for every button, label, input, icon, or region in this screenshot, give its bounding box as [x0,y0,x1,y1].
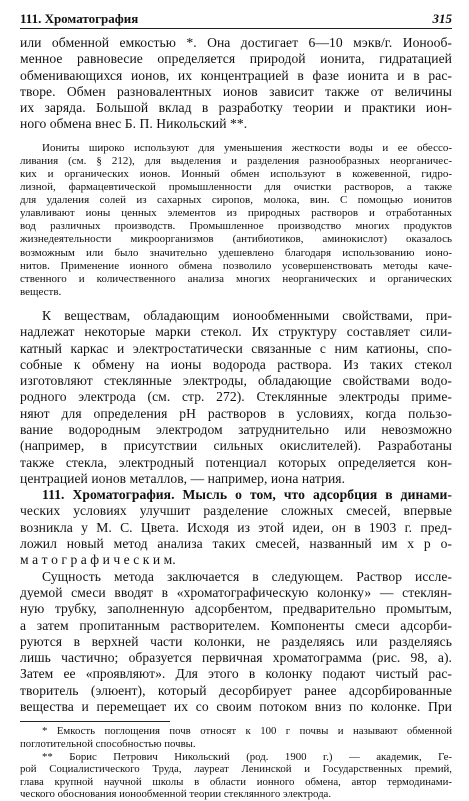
text-line: надлежат некоторые марки стекол. Их структуру составляет сили- [20,324,452,340]
footnotes [20,725,452,801]
text-line: ливания (см. § 212), для выделения и разделения разнообразных неорганичес- [20,154,452,167]
footnote-divider [20,721,170,722]
text-line: изготовляют стеклянные электроды, обладающие свойствами водо- [20,373,452,389]
text-line: вод различных производств. Промышленное производство многих продуктов [20,220,452,233]
paragraph-ion-exchange [20,35,452,133]
text-line: также стекла, электродный потенциал которых определяется кон- [20,454,452,470]
text-line: жизнедеятельности микроорганизмов (антибиотиков, аминокислот) оказалось [20,233,452,246]
text-line: ческих условиях улучшит разделение сложных смесей, впервые [20,503,452,519]
text-line: творе. Обмен разновалентных ионов зависит также от величины [20,83,452,99]
footnote-line: глава крупной научной школы в области ионного обмена, автор термодинами- [20,775,452,788]
paragraph-chromatography-intro [20,487,452,568]
text-line: улавливают ионы ценных элементов из природных растворов и отработанных [20,207,452,220]
book-page [20,10,452,801]
text-line: вание водородным электродом затруднительно или невозможно [20,421,452,437]
footnote-line: рой Социалистического Труда, лауреат Ленинской и Государственных премий, [20,763,452,776]
footnote-line: ** Борис Петрович Никольский (род. 1900 г.) — академик, Ге- [42,750,452,763]
section-title: 111. Хроматография [20,11,139,26]
text-line: ких и органических ионов. Ионный обмен используют в кожевенной, гидро- [20,167,452,180]
text-line: Иониты широко используют для уменьшения жесткости воды и ее обессо- [42,141,452,154]
footnote-line: поглотительной способностью почвы. [20,737,196,750]
text-line: К веществам, обладающим ионообменными свойствами, при- [42,307,452,323]
text-line: возникла у М. С. Цвета. Исходя из этой идеи, он в 1903 г. пред- [20,519,452,535]
footnote-line: * Емкость поглощения почв относят к 100 г почвы и называют обменной [42,725,452,738]
text-line: 111. Хроматография. Мысль о том, что адсорбция в динами- [42,487,452,503]
text-line: ного обмена внес Б. П. Никольский **. [20,116,248,132]
small-print-note [20,142,452,299]
text-line: или обменной емкостью *. Она достигает 6—10 мэкв/г. Ионооб- [20,35,452,50]
running-header [20,10,452,29]
text-line: их заряда. Большой вклад в разработку теории и практики ион- [20,100,452,116]
text-line: центрацией ионов металлов, — например, иона натрия. [20,470,346,486]
text-line: няют для определения pH растворов в условиях, когда пользо- [20,405,452,421]
text-line: лишь частично; образуется первичная хроматограмма (рис. 98, а). [20,650,452,666]
text-line: дуемой смеси вводят в «хроматографическую колонку» — стеклян- [20,584,452,600]
text-line: а затем пропитанным растворителем. Компоненты смеси адсорби- [20,617,452,633]
footnote-line: ческого обоснования ионообменной теории стеклянного электрода. [20,788,332,801]
text-line: веществ. [20,285,62,298]
text-line: собные к обмену на ионы водорода раствора. Из таких стекол [20,356,452,372]
text-line: ложил новый метод анализа таких смесей, названный им х р о- [20,536,452,552]
text-line: для удаления солей из сахарных сиропов, молока, вин. С помощью ионитов [20,194,452,207]
text-line: родного электрода (см. стр. 272). Стеклянные электроды приме- [20,389,452,405]
text-line: Затем ее «проявляют». Для этого в колонку подают чистый рас- [20,666,452,682]
text-line: обменивающихся ионов, их концентрацией в фазе ионита и в рас- [20,67,452,83]
text-line: творитель (элюент), который десорбирует ранее адсорбированные [20,682,452,698]
text-line: катный каркас и электростатически связанные с ним катионы, спо- [20,340,452,356]
text-line: вещества и перемещает их со своим потоком вниз по колонке. При [20,699,452,715]
text-line: Сущность метода заключается в следующем. Раствор иссле- [42,568,452,584]
paragraph-glass-electrodes [20,308,452,487]
text-line: нитов. Применение ионного обмена позволило усовершенствовать методы каче- [20,259,452,272]
text-line: ную трубку, заполненную адсорбентом, предварительно промытым, [20,601,452,617]
page-number: 315 [432,11,452,26]
text-line: м а т о г р а ф и ч е с к и м. [20,552,176,568]
text-line: ственного и количественного анализа многих неорганических и органических [20,272,452,285]
text-line: руются в верхней части колонки, не разделяясь или разделяясь [20,633,452,649]
text-line: менное равновесие определяется природой ионита, гидратацией [20,51,452,67]
paragraph-method-essence [20,569,452,716]
text-line: возможным или было значительно удешевлено благодаря использованию ионо- [20,246,452,259]
text-line: (например, в присутствии сильных окислителей). Разработаны [20,438,452,454]
text-line: лизной, фармацевтической промышленности для очистки растворов, а также [20,181,452,194]
